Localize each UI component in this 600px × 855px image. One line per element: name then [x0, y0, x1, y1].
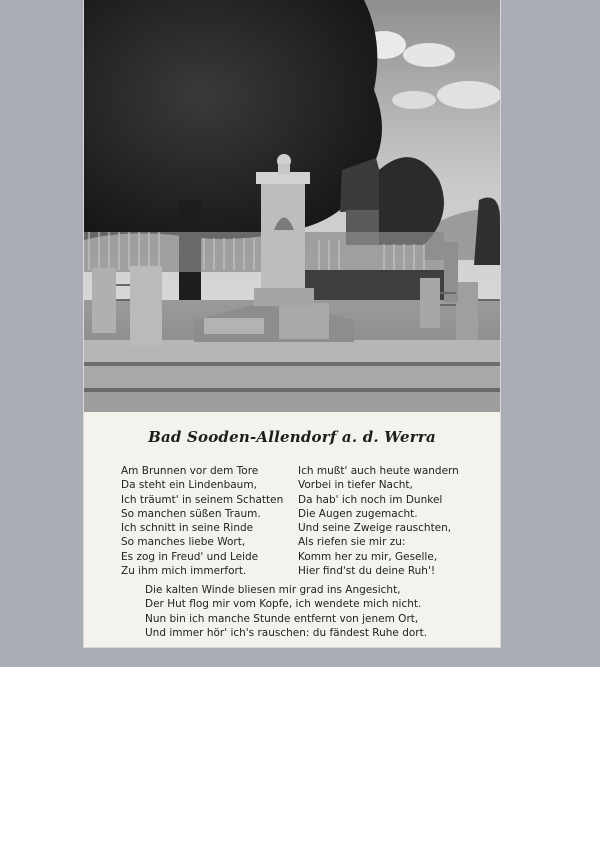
postcard-title: Bad Sooden-Allendorf a. d. Werra — [148, 428, 436, 446]
well-photograph-image — [84, 0, 500, 412]
caption-area — [84, 412, 500, 647]
well-photograph — [84, 0, 500, 412]
poem-line: Da hab' ich noch im Dunkel — [298, 493, 443, 506]
poem-line: Der Hut flog mir vom Kopfe, ich wendete mich nicht. — [145, 598, 422, 611]
poem-line: Und seine Zweige rauschten, — [298, 522, 452, 535]
poem-line: Und immer hör' ich's rauschen: du fändest Ruhe dort. — [145, 626, 428, 639]
poem-bottom-stanza — [145, 583, 427, 640]
poem-line: Als riefen sie mir zu: — [298, 536, 406, 549]
poem-line: Da steht ein Lindenbaum, — [121, 479, 257, 492]
poem-line: Ich träumt' in seinem Schatten — [121, 493, 284, 506]
poem-line: Ich mußt' auch heute wandern — [298, 465, 459, 477]
poem-line: So manchen süßen Traum. — [121, 507, 261, 520]
poem-line: Es zog in Freud' und Leide — [121, 550, 259, 563]
poem-line: Ich schnitt in seine Rinde — [121, 522, 254, 535]
postcard — [84, 0, 500, 647]
poem-left-column — [121, 464, 283, 578]
poem-line: Vorbei in tiefer Nacht, — [298, 479, 413, 492]
poem-line: Zu ihm mich immerfort. — [121, 565, 247, 578]
poem-line: So manches liebe Wort, — [121, 536, 246, 549]
poem-right-column — [298, 464, 459, 578]
poem-line: Hier find'st du deine Ruh'! — [298, 565, 436, 578]
poem-line: Komm her zu mir, Geselle, — [298, 550, 438, 563]
poem-line: Nun bin ich manche Stunde entfernt von jenem Ort, — [145, 612, 419, 625]
poem-line: Die Augen zugemacht. — [298, 507, 418, 520]
poem-line: Die kalten Winde bliesen mir grad ins Angesicht, — [145, 584, 401, 596]
poem-line: Am Brunnen vor dem Tore — [121, 465, 259, 477]
